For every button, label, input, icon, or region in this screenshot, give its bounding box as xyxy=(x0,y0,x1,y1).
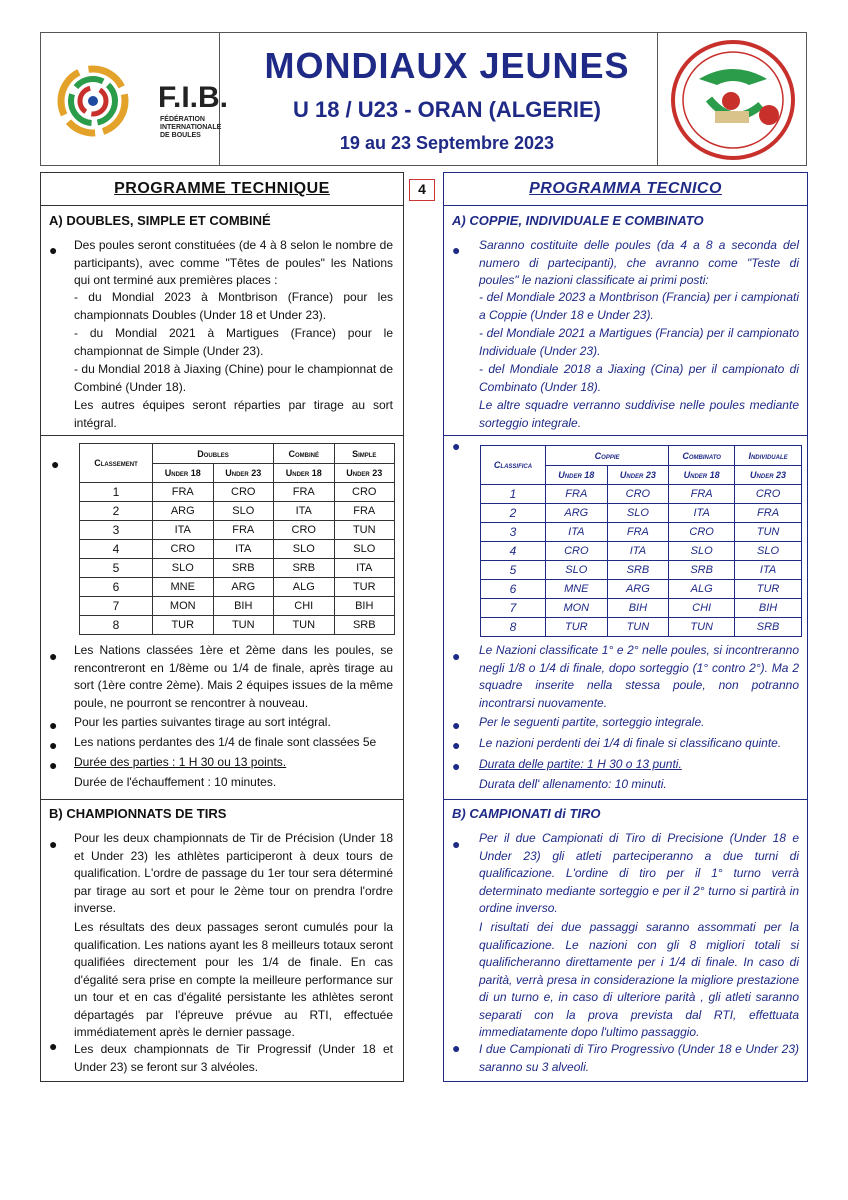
page-subtitle: U 18 / U23 - ORAN (ALGERIE) xyxy=(292,97,602,122)
paragraph-duration: Durée des parties : 1 H 30 ou 13 points. xyxy=(74,755,287,769)
nation-cell: MNE xyxy=(546,580,608,599)
nation-cell: SLO xyxy=(546,561,608,580)
paragraph-combine: - du Mondial 2018 à Jiaxing (Chine) pour le championnat de Combiné (Under 18). xyxy=(74,362,393,394)
paragraph-results: I risultati dei due passaggi saranno assommati per la qualificazione. Le nazioni con gli 8 migliori totali si qualificheranno direttamente per i 1/4 di finale. In caso di parità, verrà presa in considerazione la migliore prestazione di un turno e, in caso di ulteriore parità , gli atleti saranno separati con la prova prevista dal RTI, effettuata immediatamente dopo l'ultimo passaggio. xyxy=(479,920,799,1039)
nation-cell: SRB xyxy=(274,559,335,578)
table-row xyxy=(481,523,802,542)
nation-cell: SRB xyxy=(213,559,274,578)
page-number: 4 xyxy=(409,179,435,201)
rank-cell: 4 xyxy=(481,542,546,561)
paragraph-sorteggio: Le altre squadre verranno suddivise nelle poules mediante sorteggio integrale. xyxy=(479,398,799,430)
paragraph-duration: Durata delle partite: 1 H 30 o 13 punti. xyxy=(479,757,682,771)
nation-cell: ARG xyxy=(607,580,669,599)
nation-cell: TUR xyxy=(153,616,214,635)
nation-cell: FRA xyxy=(213,521,274,540)
paragraph-tirage: Les autres équipes seront réparties par tirage au sort intégral. xyxy=(74,398,393,430)
paragraph-simple: - du Mondial 2021 à Martigues (France) pour le championnat de Simple (Under 23). xyxy=(74,326,393,358)
nation-cell: SLO xyxy=(334,540,395,559)
rank-cell: 2 xyxy=(481,504,546,523)
table-row xyxy=(80,616,395,635)
bullet-icon: ● xyxy=(49,737,58,753)
nation-cell: CRO xyxy=(669,523,735,542)
rank-cell: 7 xyxy=(481,599,546,618)
bullet-icon: ● xyxy=(49,757,58,773)
table-row xyxy=(80,559,395,578)
paragraph-losers: Le nazioni perdenti dei 1/4 di finale si classificano quinte. xyxy=(479,736,782,750)
rank-cell: 6 xyxy=(80,578,153,597)
paragraph-warmup: Durata dell' allenamento: 10 minuti. xyxy=(479,777,667,791)
bullet-icon: ● xyxy=(452,648,461,664)
nation-cell: SLO xyxy=(274,540,335,559)
paragraph-precision: Pour les deux championnats de Tir de Précision (Under 18 et Under 23) les athlètes participeront à deux tours de qualification. L'ordre de passage du 1er tour sera déterminé par tirage au sort et pour le 2ème tour on prendra l'ordre inverse. xyxy=(74,831,393,915)
table-row xyxy=(481,504,802,523)
nation-cell: ITA xyxy=(735,561,802,580)
paragraph-losers: Les nations perdantes des 1/4 de finale sont classées 5e xyxy=(74,735,377,749)
table-row xyxy=(481,542,802,561)
nation-cell: SLO xyxy=(153,559,214,578)
paragraph-results: Les résultats des deux passages seront cumulés pour la qualification. Les nations ayant les 8 meilleurs totaux seront qualifiées directement pour les 1/4 de finale. En cas d'égalité sera prise en compte la meilleure performance sur un tour et en cas d'égalité persistante les athlètes seront départagés par l'épreuve prévue au RTI, effectuée immédiatement après le dernier passage. xyxy=(74,920,393,1039)
bullet-icon: ● xyxy=(452,717,461,733)
nation-cell: CRO xyxy=(213,483,274,502)
paragraph-precision: Per il due Campionati di Tiro di Precisione (Under 18 e Under 23) gli atleti parteciperanno a due turni di qualificazione. L'ordine di tiro per il 1° turno verrà determinato mediante sorteggio e per il 2° turno si partirà in ordine inverso. xyxy=(479,831,799,915)
rank-cell: 1 xyxy=(80,483,153,502)
table-row xyxy=(481,618,802,637)
column-title: PROGRAMMA TECNICO xyxy=(529,180,722,197)
paragraph-knockout: Le Nazioni classificate 1° e 2° nelle poules, si incontreranno negli 1/8 o 1/4 di finale, dopo sorteggio (1° contro 2°). Ma 2 squadre inserite nella stessa poule, non potranno incontrarsi nuovamente. xyxy=(479,643,799,710)
nation-cell: CRO xyxy=(546,542,608,561)
nation-cell: TUR xyxy=(334,578,395,597)
bullet-icon: ● xyxy=(452,438,461,454)
nation-cell: ITA xyxy=(669,504,735,523)
table-row xyxy=(80,540,395,559)
event-logo-icon xyxy=(669,39,797,161)
nation-cell: ARG xyxy=(213,578,274,597)
paragraph-progressive: Les deux championnats de Tir Progressif (Under 18 et Under 23) se feront sur 3 alvéoles. xyxy=(74,1042,393,1074)
fib-logo-text: F.I.B. xyxy=(158,81,229,114)
table-row xyxy=(481,599,802,618)
nation-cell: ITA xyxy=(213,540,274,559)
document-header xyxy=(40,32,807,166)
seeding-table: Classement Doubles Combiné Simple Under 18 Under 23 Under 18 Under 23 1 FRA CRO FRA CRO 2 ARG SLO ITA FRA 3 ITA FRA CRO TUN 4 CRO ITA SLO SLO 5 SLO SRB SRB ITA 6 MNE ARG ALG TUR 7 MON BIH CHI BIH 8 TUR TUN TUN SRB xyxy=(79,443,395,635)
nation-cell: ITA xyxy=(274,502,335,521)
nation-cell: MNE xyxy=(153,578,214,597)
nation-cell: ITA xyxy=(546,523,608,542)
table-row xyxy=(80,483,395,502)
paragraph-warmup: Durée de l'échauffement : 10 minutes. xyxy=(74,775,277,789)
bullet-icon: ● xyxy=(452,758,461,774)
nation-cell: TUN xyxy=(274,616,335,635)
rank-cell: 8 xyxy=(481,618,546,637)
nation-cell: ITA xyxy=(153,521,214,540)
nation-cell: SRB xyxy=(607,561,669,580)
bullet-icon: ● xyxy=(452,1040,461,1056)
paragraph-coppie: - del Mondiale 2023 a Montbrison (Francia) per i campionati a Coppie (Under 18 e Under 23). xyxy=(479,290,799,322)
table-row xyxy=(481,580,802,599)
table-row xyxy=(80,597,395,616)
nation-cell: CHI xyxy=(274,597,335,616)
nation-cell: MON xyxy=(546,599,608,618)
rank-cell: 4 xyxy=(80,540,153,559)
nation-cell: FRA xyxy=(334,502,395,521)
french-column xyxy=(40,172,404,1082)
event-dates: 19 au 23 Septembre 2023 xyxy=(339,133,555,153)
nation-cell: FRA xyxy=(274,483,335,502)
nation-cell: SLO xyxy=(669,542,735,561)
section-b-heading: B) CHAMPIONNATS DE TIRS xyxy=(49,806,227,821)
bullet-icon: ● xyxy=(49,836,58,852)
nation-cell: FRA xyxy=(669,485,735,504)
column-title: PROGRAMME TECHNIQUE xyxy=(114,180,330,197)
nation-cell: SRB xyxy=(334,616,395,635)
nation-cell: MON xyxy=(153,597,214,616)
paragraph-poules: Des poules seront constituées (de 4 à 8 selon le nombre de participants), avec comme "Têtes de poules" les Nations qui ont terminé aux premières places : xyxy=(74,238,393,287)
nation-cell: SRB xyxy=(735,618,802,637)
section-a-heading: A) COPPIE, INDIVIDUALE E COMBINATO xyxy=(452,213,704,228)
table-row xyxy=(80,578,395,597)
nation-cell: TUN xyxy=(607,618,669,637)
rank-cell: 3 xyxy=(80,521,153,540)
nation-cell: TUN xyxy=(735,523,802,542)
nation-cell: ITA xyxy=(607,542,669,561)
table-row xyxy=(80,502,395,521)
nation-cell: TUN xyxy=(334,521,395,540)
rank-cell: 3 xyxy=(481,523,546,542)
nation-cell: SLO xyxy=(607,504,669,523)
bullet-icon: ● xyxy=(49,1038,58,1054)
paragraph-poules: Saranno costituite delle poules (da 4 a 8 a seconda del numero di partecipanti), che avranno come "Teste di poules" le nazioni classificate ai primi posti: xyxy=(479,238,799,287)
nation-cell: TUN xyxy=(213,616,274,635)
nation-cell: SRB xyxy=(669,561,735,580)
seeding-table: Classifica Coppie Combinato Individuale Under 18 Under 23 Under 18 Under 23 1 FRA CRO FRA CRO 2 ARG SLO ITA FRA 3 ITA FRA CRO TUN 4 CRO ITA SLO SLO 5 SLO SRB SRB ITA 6 MNE ARG ALG TUR 7 MON BIH CHI BIH 8 TUR TUN TUN SRB xyxy=(480,445,802,637)
nation-cell: SLO xyxy=(735,542,802,561)
paragraph-following: Pour les parties suivantes tirage au sort intégral. xyxy=(74,715,331,729)
section-a-heading: A) DOUBLES, SIMPLE ET COMBINÉ xyxy=(49,213,271,228)
paragraph-doubles: - du Mondial 2023 à Montbrison (France) pour les championnats Doubles (Under 18 et Under 23). xyxy=(74,290,393,322)
table-row xyxy=(80,521,395,540)
paragraph-progressive: I due Campionati di Tiro Progressivo (Under 18 e Under 23) saranno su 3 alveoli. xyxy=(479,1042,799,1074)
table-row xyxy=(481,561,802,580)
nation-cell: ARG xyxy=(153,502,214,521)
nation-cell: BIH xyxy=(735,599,802,618)
nation-cell: ITA xyxy=(334,559,395,578)
nation-cell: ALG xyxy=(669,580,735,599)
rank-cell: 1 xyxy=(481,485,546,504)
bullet-icon: ● xyxy=(452,737,461,753)
nation-cell: TUR xyxy=(546,618,608,637)
rank-cell: 5 xyxy=(481,561,546,580)
bullet-icon: ● xyxy=(49,242,58,258)
bullet-icon: ● xyxy=(49,717,58,733)
rank-cell: 6 xyxy=(481,580,546,599)
nation-cell: CHI xyxy=(669,599,735,618)
nation-cell: BIH xyxy=(213,597,274,616)
nation-cell: ARG xyxy=(546,504,608,523)
nation-cell: CRO xyxy=(334,483,395,502)
nation-cell: FRA xyxy=(153,483,214,502)
bullet-icon: ● xyxy=(452,836,461,852)
rank-cell: 5 xyxy=(80,559,153,578)
rank-cell: 2 xyxy=(80,502,153,521)
paragraph-individuale: - del Mondiale 2021 a Martigues (Francia) per il campionato Individuale (Under 23). xyxy=(479,326,799,358)
bullet-icon: ● xyxy=(51,456,60,472)
nation-cell: ALG xyxy=(274,578,335,597)
nation-cell: FRA xyxy=(735,504,802,523)
nation-cell: TUN xyxy=(669,618,735,637)
nation-cell: CRO xyxy=(735,485,802,504)
rank-cell: 7 xyxy=(80,597,153,616)
page-title: MONDIAUX JEUNES xyxy=(264,45,630,86)
bullet-icon: ● xyxy=(49,648,58,664)
nation-cell: TUR xyxy=(735,580,802,599)
table-row xyxy=(481,485,802,504)
nation-cell: BIH xyxy=(334,597,395,616)
italian-column xyxy=(443,172,808,1082)
nation-cell: SLO xyxy=(213,502,274,521)
bullet-icon: ● xyxy=(452,242,461,258)
fib-logo-icon xyxy=(51,59,155,143)
nation-cell: BIH xyxy=(607,599,669,618)
rank-cell: 8 xyxy=(80,616,153,635)
paragraph-following: Per le seguenti partite, sorteggio integrale. xyxy=(479,715,705,729)
nation-cell: FRA xyxy=(607,523,669,542)
fib-logo-subtitle: FÉDÉRATION INTERNATIONALE DE BOULES xyxy=(160,116,222,139)
nation-cell: CRO xyxy=(607,485,669,504)
paragraph-knockout: Les Nations classées 1ère et 2ème dans les poules, se rencontreront en 1/8ème ou 1/4 de finale, après tirage au sort (1ère contre 2ème). Mais 2 équipes issues de la même poule, ne pourront se rencontrer à nouveau. xyxy=(74,643,393,710)
section-b-heading: B) CAMPIONATI di TIRO xyxy=(452,806,601,821)
paragraph-combinato: - del Mondiale 2018 a Jiaxing (Cina) per il campionato di Combinato (Under 18). xyxy=(479,362,799,394)
nation-cell: FRA xyxy=(546,485,608,504)
nation-cell: CRO xyxy=(153,540,214,559)
nation-cell: CRO xyxy=(274,521,335,540)
